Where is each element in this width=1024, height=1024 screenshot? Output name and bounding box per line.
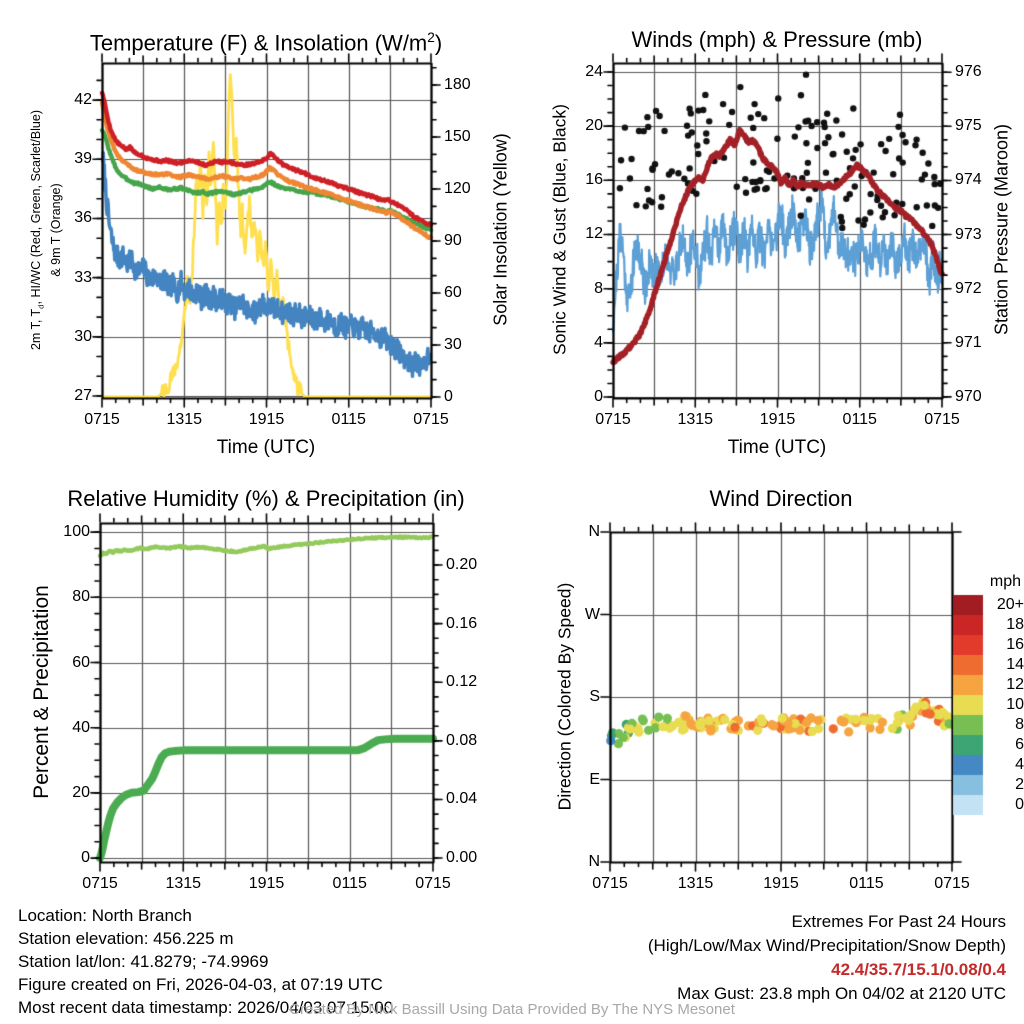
chart2-ytick-left-4: 16: [585, 171, 603, 189]
chart3-ytick-left-0: 0: [81, 849, 90, 867]
chart1-ytick-left-2: 33: [74, 268, 92, 286]
chart4-ytick-left-0: N: [588, 523, 600, 540]
legend-label-14: 14: [1006, 656, 1024, 673]
chart1-ylabel-part1: 2m T, T: [29, 308, 43, 351]
chart1-ytick-left-1: 30: [74, 327, 92, 345]
extremes-values: 42.4/35.7/15.1/0.08/0.4: [831, 960, 1006, 979]
chart3-ylabel-left: Percent & Precipitation: [30, 585, 53, 799]
legend-unit-label: mph: [989, 573, 1021, 590]
credit-line: Created By Nick Bassill Using Data Provided By The NYS Mesonet: [289, 1001, 735, 1018]
max-gust: Max Gust: 23.8 mph On 04/02 at 2120 UTC: [677, 984, 1006, 1003]
chart3-xtick-1: 1315: [165, 875, 202, 892]
chart4-xtick-3: 0115: [849, 875, 884, 892]
chart4-xtick-4: 0715: [934, 875, 970, 892]
chart1-xtick-1: 1315: [166, 411, 203, 428]
chart3-title: Relative Humidity (%) & Precipitation (in): [67, 486, 465, 511]
chart2-ytick-right-0: 970: [955, 387, 982, 405]
footer-timestamp: Most recent data timestamp: 2026/04/03 07:15:00: [18, 998, 394, 1017]
footer-location: Location: North Branch: [18, 906, 192, 925]
chart1-title-close: ): [434, 30, 443, 56]
chart2-xtick-4: 0715: [924, 411, 960, 428]
footer-right: [500, 910, 1006, 1006]
chart1-title-sup: 2: [427, 30, 435, 45]
chart2-xtick-2: 1915: [759, 411, 796, 428]
chart2-ytick-left-0: 0: [594, 388, 603, 406]
chart3-ytick-right-5: 0.20: [446, 556, 478, 574]
chart4-ytick-left-4: N: [588, 853, 600, 870]
legend-label-20+: 20+: [996, 596, 1024, 613]
chart2-ytick-left-6: 24: [585, 62, 603, 80]
chart3-ytick-right-0: 0.00: [446, 849, 478, 867]
chart3-ytick-right-1: 0.04: [446, 790, 478, 808]
chart2-ytick-right-5: 975: [955, 117, 982, 135]
legend-label-8: 8: [1015, 716, 1024, 733]
chart2-xtick-3: 0115: [842, 411, 877, 428]
chart1-xlabel: Time (UTC): [216, 437, 316, 458]
chart2-ytick-left-5: 20: [585, 117, 603, 135]
chart4-title: Wind Direction: [709, 486, 853, 511]
chart3-xtick-2: 1915: [248, 875, 285, 892]
chart4-ytick-left-1: W: [584, 605, 600, 623]
chart1-ytick-right-1: 30: [444, 335, 462, 353]
chart1-xtick-3: 0115: [331, 411, 366, 428]
chart2-ytick-right-6: 976: [955, 63, 982, 81]
legend-label-6: 6: [1015, 736, 1024, 753]
chart2-ytick-right-1: 971: [955, 333, 982, 351]
chart2-ytick-left-2: 8: [594, 279, 603, 297]
chart3-xtick-4: 0715: [415, 875, 451, 892]
chart4-xtick-1: 1315: [677, 875, 714, 892]
footer-latlon: Station lat/lon: 41.8279; -74.9969: [18, 952, 269, 971]
chart3-ytick-left-5: 100: [63, 523, 90, 541]
chart2-ylabel-right: Station Pressure (Maroon): [991, 123, 1012, 336]
chart1-xtick-0: 0715: [84, 411, 120, 428]
chart1-ytick-right-6: 180: [444, 76, 471, 93]
legend-label-16: 16: [1006, 636, 1024, 653]
chart2-xtick-1: 1315: [677, 411, 714, 428]
chart1-xtick-4: 0715: [413, 411, 449, 428]
chart4-ylabel-left: Direction (Colored By Speed): [554, 582, 575, 811]
chart3-ytick-left-2: 40: [72, 718, 90, 736]
chart1-ytick-right-5: 150: [444, 128, 471, 145]
chart1-ytick-left-4: 39: [74, 150, 92, 168]
footer-elevation: Station elevation: 456.225 m: [18, 929, 234, 948]
legend-label-2: 2: [1015, 776, 1024, 793]
chart4-xtick-0: 0715: [592, 875, 628, 892]
chart2-ytick-left-3: 12: [585, 225, 603, 243]
footer-created: Figure created on Fri, 2026-04-03, at 07:19 UTC: [18, 975, 383, 994]
chart1-ylabel-part2: , HI/WC (Red, Green, Scarlet/Blue): [29, 109, 43, 305]
chart2-xlabel: Time (UTC): [727, 437, 827, 458]
chart3-ytick-left-1: 20: [72, 783, 90, 801]
chart3-ytick-right-4: 0.16: [446, 614, 478, 632]
chart3-ytick-left-4: 80: [72, 588, 90, 606]
chart2-ylabel-left: Sonic Wind & Gust (Blue, Black): [549, 104, 570, 355]
chart1-ytick-left-0: 27: [74, 387, 92, 405]
chart4-xtick-2: 1915: [763, 875, 799, 892]
chart1-ytick-right-0: 0: [444, 387, 453, 405]
chart3-ytick-left-3: 60: [72, 653, 90, 671]
chart2-ytick-left-1: 4: [594, 333, 603, 351]
chart4-ytick-left-3: E: [589, 770, 600, 788]
chart4-ytick-left-2: S: [589, 688, 600, 705]
chart1-ylabel-left-line2: & 9m T (Orange): [48, 183, 63, 277]
chart3-xtick-3: 0115: [332, 875, 367, 892]
extremes-subtitle: (High/Low/Max Wind/Precipitation/Snow Depth): [647, 936, 1006, 955]
chart3-ytick-right-3: 0.12: [446, 673, 478, 691]
chart2-ytick-right-3: 973: [955, 225, 982, 243]
chart2-xtick-0: 0715: [595, 411, 631, 428]
legend-label-0: 0: [1015, 796, 1024, 813]
legend-label-12: 12: [1006, 676, 1024, 693]
chart1-ytick-left-5: 42: [74, 91, 92, 109]
chart1-ylabel-sub: d: [36, 304, 46, 309]
chart2-title: Winds (mph) & Pressure (mb): [631, 27, 923, 52]
chart1-ytick-right-4: 120: [444, 180, 471, 197]
legend-label-18: 18: [1006, 616, 1024, 633]
extremes-title: Extremes For Past 24 Hours: [791, 912, 1006, 931]
chart2-ytick-right-4: 974: [955, 171, 982, 189]
chart1-title: [66, 30, 466, 56]
chart1-ytick-right-3: 90: [444, 232, 462, 249]
chart1-ytick-left-3: 36: [74, 209, 92, 227]
chart1-ytick-right-2: 60: [444, 284, 462, 301]
chart1-ylabel-right: Solar Insolation (Yellow): [490, 133, 511, 326]
legend-label-10: 10: [1006, 696, 1024, 713]
chart3-ytick-right-2: 0.08: [446, 731, 478, 749]
chart1-xtick-2: 1915: [248, 411, 285, 428]
chart1-ylabel-left: [29, 60, 63, 400]
chart1-title-text: Temperature (F) & Insolation (W/m: [89, 30, 428, 56]
chart3-xtick-0: 0715: [82, 875, 118, 892]
chart2-ytick-right-2: 972: [955, 279, 982, 297]
chart1-ylabel-left-line1: [29, 60, 49, 400]
legend-label-4: 4: [1015, 756, 1024, 773]
